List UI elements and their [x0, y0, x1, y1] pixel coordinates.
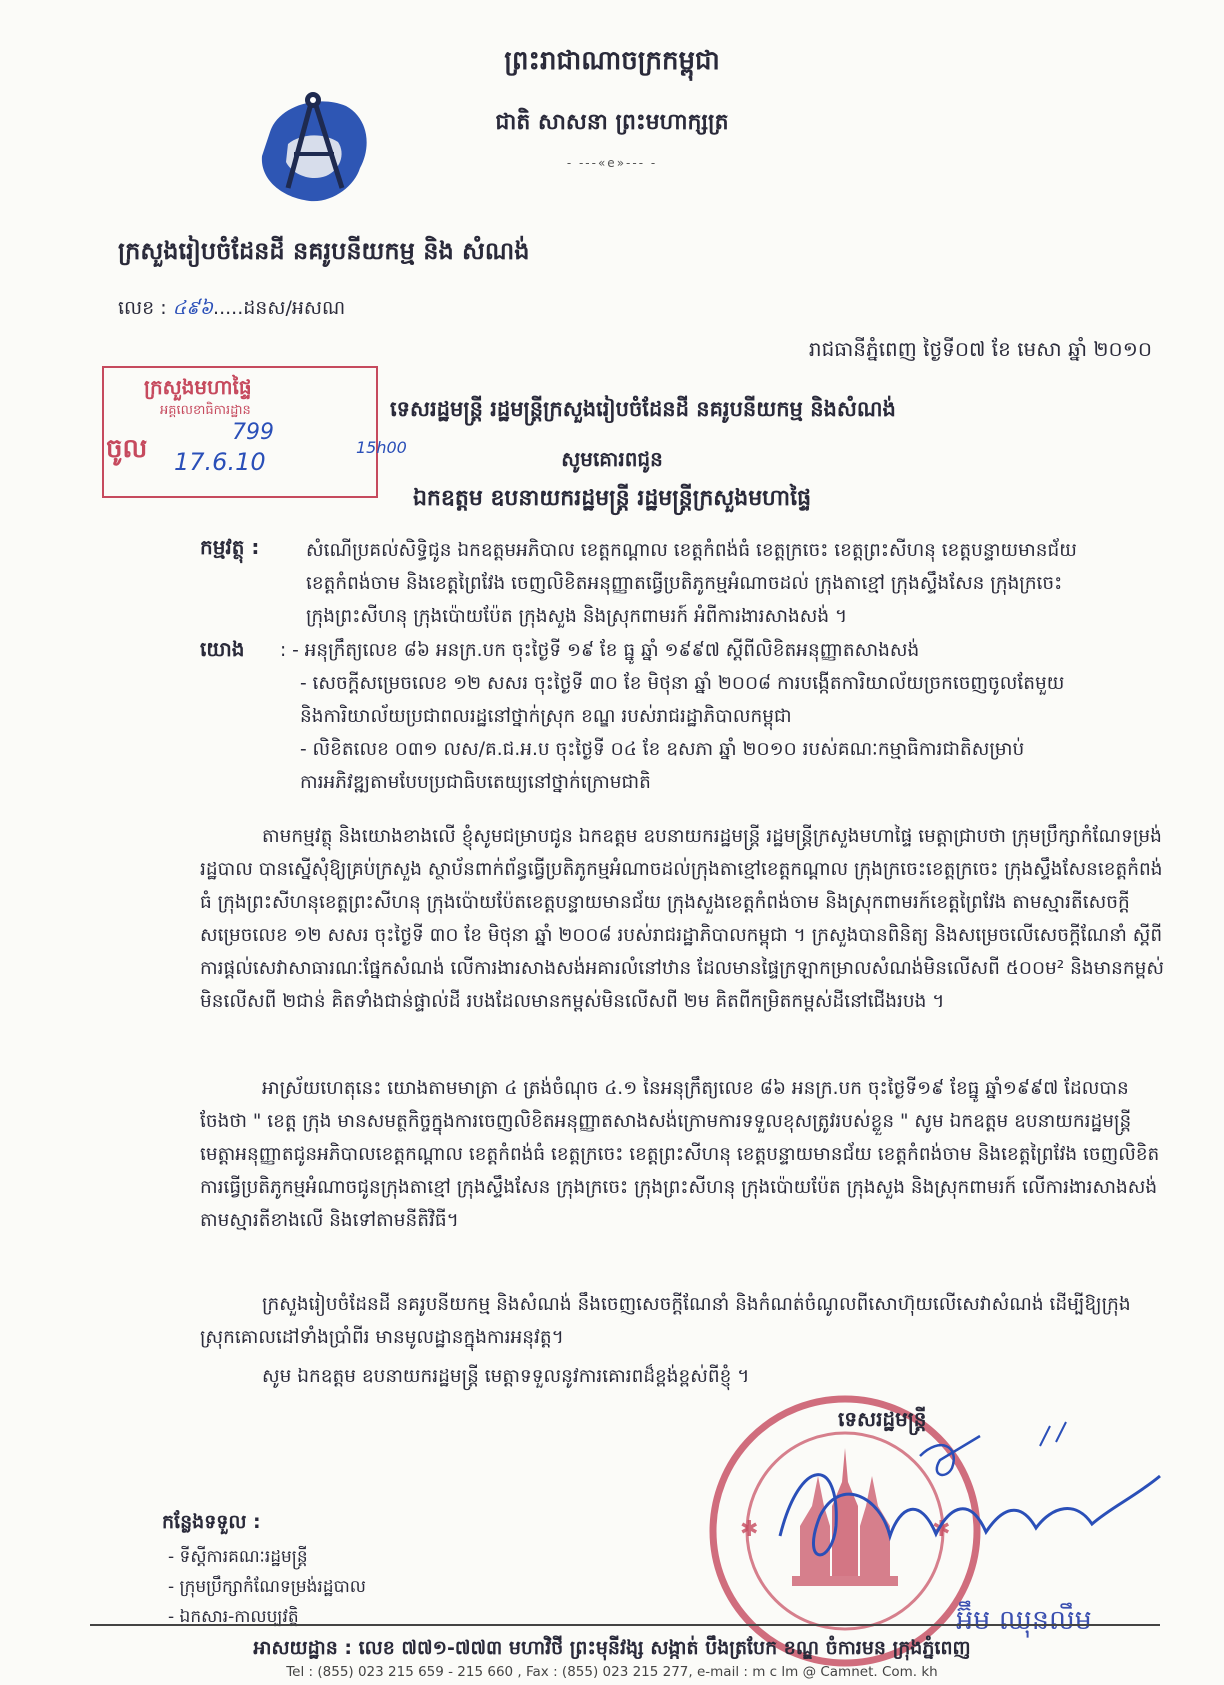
body-paragraph-2: អាស្រ័យហេតុនេះ យោងតាមមាត្រា ៤ ត្រង់ចំណុច ៤.១ នៃអនុក្រឹត្យលេខ ៨៦ អនក្រ.បក ចុះថ្ងៃទី១៩ ខែធ្នូ ឆ្នាំ១៩៩៧ ដែលបានចែងថា " ខេត្ត ក្រុង មានសមត្ថកិច្ចក្នុងការចេញលិខិតអនុញ្ញាតសាងសង់ក្រោមការទទួលខុសត្រូវរបស់ខ្លួន " សូម ឯកឧត្តម ឧបនាយករដ្ឋមន្ត្រី មេត្តាអនុញ្ញាតជូនអភិបាលខេត្តកណ្តាល ខេត្តកំពង់ធំ ខេត្តក្រចេះ ខេត្តព្រះសីហនុ ខេត្តបន្ទាយមានជ័យ ខេត្តកំពង់ចាម និងខេត្តព្រៃវែង ចេញលិខិតការធ្វើប្រតិភូកម្មអំណាចជូនក្រុងតាខ្មៅ ក្រុងស្ទឹងសែន ក្រុងក្រចេះ ក្រុងព្រះសីហនុ ក្រុងប៉ោយប៉ែត ក្រុងសួង និងស្រុកពាមរក៍ លើការងារសាងសង់តាមស្មារតីខាងលើ និងទៅតាមនីតិវិធី។: [200, 1078, 1160, 1231]
stamp-subtitle: អគ្គលេខាធិការដ្ឋាន: [160, 403, 251, 418]
stamp-title: ក្រសួងមហាផ្ទៃ: [144, 375, 252, 399]
footer-address: អាសយដ្ឋាន : លេខ ៧៧១-៧៧៣ មហាវិថី ព្រះមុនីវង្ស សង្កាត់ បឹងត្របែក ខណ្ឌ ចំការមន ក្រុងភ្នំពេញ: [253, 1637, 971, 1659]
ministry-logo-icon: [248, 84, 378, 214]
reference-item: : - អនុក្រឹត្យលេខ ៨៦ អនក្រ.បក ចុះថ្ងៃទី ១៩ ខែ ធ្នូ ឆ្នាំ ១៩៩៧ ស្តីពីលិខិតអនុញ្ញាតសាងសង់: [280, 640, 920, 661]
reference-item: ការអភិវឌ្ឍតាមបែបប្រជាធិបតេយ្យនៅថ្នាក់ក្រោមជាតិ: [300, 772, 651, 793]
objective-label: កម្មវត្ថុ :: [200, 535, 260, 559]
body-paragraph-1: តាមកម្មវត្ថុ និងយោងខាងលើ ខ្ញុំសូមជម្រាបជូន ឯកឧត្តម ឧបនាយករដ្ឋមន្ត្រី រដ្ឋមន្ត្រីក្រសួងមហាផ្ទៃ មេត្តាជ្រាបថា ក្រុមប្រឹក្សាកំណែទម្រង់រដ្ឋបាល បានស្នើសុំឱ្យគ្រប់ក្រសួង ស្ថាប័នពាក់ព័ន្ធធ្វើប្រតិភូកម្មអំណាចដល់ក្រុងតាខ្មៅខេត្តកណ្តាល ក្រុងក្រចេះខេត្តក្រចេះ ក្រុងស្ទឹងសែនខេត្តកំពង់ធំ ក្រុងព្រះសីហនុខេត្តព្រះសីហនុ ក្រុងប៉ោយប៉ែតខេត្តបន្ទាយមានជ័យ ក្រុងសួងខេត្តកំពង់ចាម និងស្រុកពាមរក៍ខេត្តព្រៃវែង តាមស្មារតីសេចក្តីសម្រេចលេខ ១២ សសរ ចុះថ្ងៃទី ៣០ ខែ មិថុនា ឆ្នាំ ២០០៨ របស់រាជរដ្ឋាភិបាលកម្ពុជា ។ ក្រសួងបានពិនិត្យ និងសម្រេចលើសេចក្តីណែនាំ ស្តីពីការផ្តល់សេវាសាធារណៈផ្នែកសំណង់ លើការងារសាងសង់អគារលំនៅឋាន ដែលមានផ្ទៃក្រឡាកម្រាលសំណង់មិនលើសពី ៥០០ម² និងមានកម្ពស់មិនលើសពី ២ជាន់ គិតទាំងជាន់ផ្ទាល់ដី របងដែលមានកម្ពស់មិនលើសពី ២ម គិតពីកម្រិតកម្ពស់ដីនៅជើងរបង ។: [200, 826, 1165, 1012]
svg-text:✱: ✱: [932, 1517, 951, 1542]
body-paragraph-3: ក្រសួងរៀបចំដែនដី នគរូបនីយកម្ម និងសំណង់ នឹងចេញសេចក្តីណែនាំ និងកំណត់ចំណូលពីសោហ៊ុយលើសេវាសំណង់ ដើម្បីឱ្យក្រុង ស្រុកគោលដៅទាំងប្រាំពីរ មានមូលដ្ឋានក្នុងការអនុវត្ត។: [200, 1294, 1131, 1348]
objective-line: សំណើប្រគល់សិទ្ធិជូន ឯកឧត្តមអភិបាល ខេត្តកណ្តាល ខេត្តកំពង់ធំ ខេត្តក្រចេះ ខេត្តព្រះសីហនុ ខេត្តបន្ទាយមានជ័យ: [306, 540, 1077, 561]
stamp-side-label: ចូល: [106, 434, 148, 464]
ornament-divider: - ---«e»--- -: [566, 156, 658, 170]
ref-suffix: .....ដនស/អសណ: [213, 297, 346, 319]
reference-item: - សេចក្តីសម្រេចលេខ ១២ សសរ ចុះថ្ងៃទី ៣០ ខែ មិថុនា ឆ្នាំ ២០០៨ ការបង្កើតការិយាល័យច្រកចេញចូលតែមួយ: [300, 673, 1065, 694]
signatory-name: អ៊ឹម ឈុនលឹម: [956, 1605, 1092, 1636]
stamp-date: 17.6.10: [174, 448, 266, 476]
objective-line: ក្រុងព្រះសីហនុ ក្រុងប៉ោយប៉ែត ក្រុងសួង និងស្រុកពាមរក៍ អំពីការងារសាងសង់ ។: [306, 606, 848, 627]
respectfully-to: សូមគោរពជូន: [561, 447, 663, 471]
svg-text:✱: ✱: [740, 1517, 759, 1542]
stamp-time: 15h00: [356, 438, 407, 457]
reference-item: និងការិយាល័យប្រជាពលរដ្ឋនៅថ្នាក់ស្រុក ខណ្ឌ របស់រាជរដ្ឋាភិបាលកម្ពុជា: [300, 706, 792, 727]
objective-line: ខេត្តកំពង់ចាម និងខេត្តព្រៃវែង ចេញលិខិតអនុញ្ញាតធ្វើប្រតិភូកម្មអំណាចដល់ ក្រុងតាខ្មៅ ក្រុងស្ទឹងសែន ក្រុងក្រចេះ: [306, 573, 1063, 594]
footer-divider: [90, 1624, 1160, 1626]
ref-prefix: លេខ :: [118, 297, 173, 319]
reference-item: - លិខិតលេខ ០៣១ លស/គ.ជ.អ.ប ចុះថ្ងៃទី ០៤ ខែ ឧសភា ឆ្នាំ ២០១០ របស់គណៈកម្មាធិការជាតិសម្រាប់: [300, 739, 1025, 760]
recipient-item: - ទីស្តីការគណៈរដ្ឋមន្ត្រី: [168, 1547, 308, 1567]
references-label: យោង: [200, 637, 245, 661]
handwritten-signature-icon: [740, 1416, 1180, 1596]
recipient-item: - ឯកសារ-កាលប្បវត្តិ: [168, 1607, 299, 1627]
recipient-item: - ក្រុមប្រឹក្សាកំណែទម្រង់រដ្ឋបាល: [168, 1577, 366, 1597]
objective-text: [306, 534, 1170, 633]
received-stamp: [102, 366, 407, 498]
reference-number: [118, 296, 345, 324]
date-line: រាជធានីភ្នំពេញ ថ្ងៃទី០៧ ខែ មេសា ឆ្នាំ ២០១០: [808, 337, 1152, 361]
sender-title: ទេសរដ្ឋមន្ត្រី រដ្ឋមន្ត្រីក្រសួងរៀបចំដែនដី នគរូបនីយកម្ម និងសំណង់: [390, 397, 896, 421]
national-motto: ជាតិ សាសនា ព្រះមហាក្សត្រ: [495, 110, 729, 135]
closing-paragraph: សូម ឯកឧត្តម ឧបនាយករដ្ឋមន្ត្រី មេត្តាទទួលនូវការគោរពដ៏ខ្ពង់ខ្ពស់ពីខ្ញុំ ។: [262, 1366, 750, 1387]
recipient-title: ឯកឧត្តម ឧបនាយករដ្ឋមន្ត្រី រដ្ឋមន្ត្រីក្រសួងមហាផ្ទៃ: [412, 486, 812, 511]
footer-contact: Tel : (855) 023 215 659 - 215 660 , Fax : (855) 023 215 277, e-mail : m c lm @ Camnet. Com. kh: [286, 1664, 938, 1680]
recipients-title: កន្លែងទទួល :: [162, 1511, 261, 1533]
ministry-name: ក្រសួងរៀបចំដែនដី នគរូបនីយកម្ម និង សំណង់: [118, 237, 530, 265]
ref-number-handwritten: ៤៩៦: [172, 297, 214, 319]
kingdom-heading: ព្រះរាជាណាចក្រកម្ពុជា: [504, 46, 720, 76]
stamp-number: 799: [232, 420, 274, 445]
signatory-title: ទេសរដ្ឋមន្ត្រី: [838, 1407, 927, 1431]
